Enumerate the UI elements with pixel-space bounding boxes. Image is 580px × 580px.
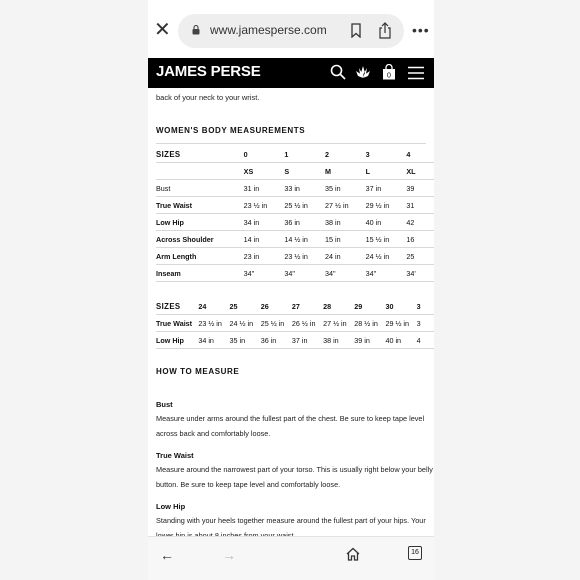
table-row (156, 231, 434, 248)
search-icon[interactable] (330, 64, 346, 80)
measure-heading: Bust (156, 400, 173, 409)
table-row (156, 180, 434, 197)
table-row (156, 163, 434, 180)
sizes-label: SIZES (156, 301, 181, 311)
row-label: Arm Length (156, 251, 197, 261)
table-row (156, 248, 434, 265)
size-header: 3 (365, 149, 370, 159)
cell: 34" (284, 268, 295, 278)
hamburger-menu-icon[interactable] (408, 66, 424, 80)
divider (156, 143, 426, 144)
size-letter: M (325, 166, 331, 176)
row-label: Low Hip (156, 335, 184, 345)
cell: 34" (325, 268, 336, 278)
intro-text: back of your neck to your wrist. (156, 93, 260, 102)
cell: 24 ½ in (229, 318, 254, 328)
table-row (156, 197, 434, 214)
home-icon[interactable] (346, 547, 360, 561)
row-label: True Waist (156, 318, 193, 328)
cell: 34 in (198, 335, 214, 345)
cell: 23 ½ in (243, 200, 268, 210)
pants-size-table (156, 298, 434, 349)
table-row (156, 298, 434, 315)
size-header: 0 (243, 149, 248, 159)
bookmark-icon[interactable] (350, 23, 362, 38)
cell: 29 ½ in (365, 200, 390, 210)
close-icon[interactable]: ✕ (154, 19, 171, 41)
cell: 37 in (291, 335, 308, 345)
cell: 28 ½ in (354, 318, 378, 328)
cell: 35 in (325, 183, 341, 193)
womens-section-title: WOMEN'S BODY MEASUREMENTS (156, 126, 306, 135)
cell: 35 in (229, 335, 246, 345)
cell: 34" (365, 268, 377, 278)
cell: 14 ½ in (284, 234, 308, 244)
cell: 38 in (323, 335, 339, 345)
row-label: Inseam (156, 268, 181, 278)
cell: 40 in (365, 217, 382, 227)
size-header: 29 (354, 301, 363, 311)
cell: 16 (406, 234, 415, 244)
cell: 34" (243, 268, 255, 278)
lotus-icon[interactable] (354, 65, 372, 79)
cell: 38 in (325, 217, 341, 227)
cell: 36 in (260, 335, 277, 345)
size-header: 30 (385, 301, 394, 311)
cell: 24 ½ in (365, 251, 390, 261)
cell: 24 in (325, 251, 341, 261)
size-header: 26 (260, 301, 269, 311)
measure-text: Measure under arms around the fullest part of the chest. Be sure to keep tape level across back and comfortably loose. (156, 414, 425, 438)
size-header: 27 (291, 301, 300, 311)
size-header: 24 (198, 301, 207, 311)
row-label: Across Shoulder (156, 234, 214, 244)
cell: 23 in (243, 251, 260, 261)
back-arrow-icon[interactable]: ← (160, 547, 174, 563)
size-header: 25 (229, 301, 238, 311)
cell: 15 in (325, 234, 341, 244)
size-header: 1 (284, 149, 289, 159)
forward-arrow-icon[interactable]: → (222, 547, 236, 563)
cell: 40 in (385, 335, 402, 345)
cell: 27 ½ in (323, 318, 347, 328)
cell: 26 ½ in (291, 318, 316, 328)
cell: 25 ½ in (260, 318, 285, 328)
address-bar[interactable] (178, 14, 404, 48)
size-letter: L (365, 166, 371, 176)
size-header: 2 (325, 149, 329, 159)
tabs-count-icon[interactable]: 16 (408, 546, 422, 560)
phone-screen (148, 0, 434, 580)
cell: 4 (416, 335, 421, 345)
cell: 34' (406, 268, 416, 278)
row-label: Bust (156, 183, 171, 193)
womens-size-table (156, 146, 434, 282)
table-row (156, 214, 434, 231)
table-row (156, 315, 434, 332)
size-header: 4 (406, 149, 411, 159)
site-header (148, 58, 434, 88)
cell: 34 in (243, 217, 260, 227)
cell: 23 ½ in (284, 251, 308, 261)
measure-text: Standing with your heels together measure around the fullest part of your hips. Your (156, 516, 426, 525)
browser-bottom-bar (148, 536, 434, 580)
row-label: Low Hip (156, 217, 184, 227)
cell: 3 (416, 318, 421, 328)
measure-text: Measure around the narrowest part of your torso. This is usually right below your belly button. Be sure to keep tape level and comfortably loose. (156, 465, 433, 489)
measure-heading: Low Hip (156, 502, 186, 511)
cell: 39 (406, 183, 415, 193)
cell: 27 ½ in (325, 200, 349, 210)
cell: 39 in (354, 335, 370, 345)
table-row (156, 146, 434, 163)
size-letter: XL (406, 166, 416, 176)
cell: 31 in (243, 183, 260, 193)
cell: 23 ½ in (198, 318, 222, 328)
brand-logo[interactable]: JAMES PERSE (156, 63, 261, 80)
url-text: www.jamesperse.com (210, 23, 327, 37)
sizes-label: SIZES (156, 149, 181, 159)
table-row (156, 332, 434, 349)
how-to-measure-title: HOW TO MEASURE (156, 367, 240, 376)
browser-toolbar (148, 0, 434, 58)
shopping-bag-icon[interactable] (382, 64, 396, 80)
size-letter: XS (243, 166, 254, 176)
cell: 25 ½ in (284, 200, 308, 210)
page-content (156, 88, 434, 543)
size-header: 3 (416, 301, 421, 311)
cell: 29 ½ in (385, 318, 410, 328)
share-icon[interactable] (378, 22, 392, 39)
cell: 37 in (365, 183, 382, 193)
size-letter: S (284, 166, 290, 176)
cell: 33 in (284, 183, 300, 193)
more-options-icon[interactable]: ••• (412, 22, 430, 38)
size-header: 28 (323, 301, 332, 311)
table-row (156, 265, 434, 282)
cell: 31 (406, 200, 415, 210)
measure-heading: True Waist (156, 451, 194, 460)
cell: 14 in (243, 234, 260, 244)
cell: 15 ½ in (365, 234, 390, 244)
row-label: True Waist (156, 200, 193, 210)
cell: 36 in (284, 217, 300, 227)
lock-icon (192, 25, 200, 35)
bag-count: 0 (387, 72, 391, 80)
cell: 25 (406, 251, 415, 261)
cell: 42 (406, 217, 415, 227)
